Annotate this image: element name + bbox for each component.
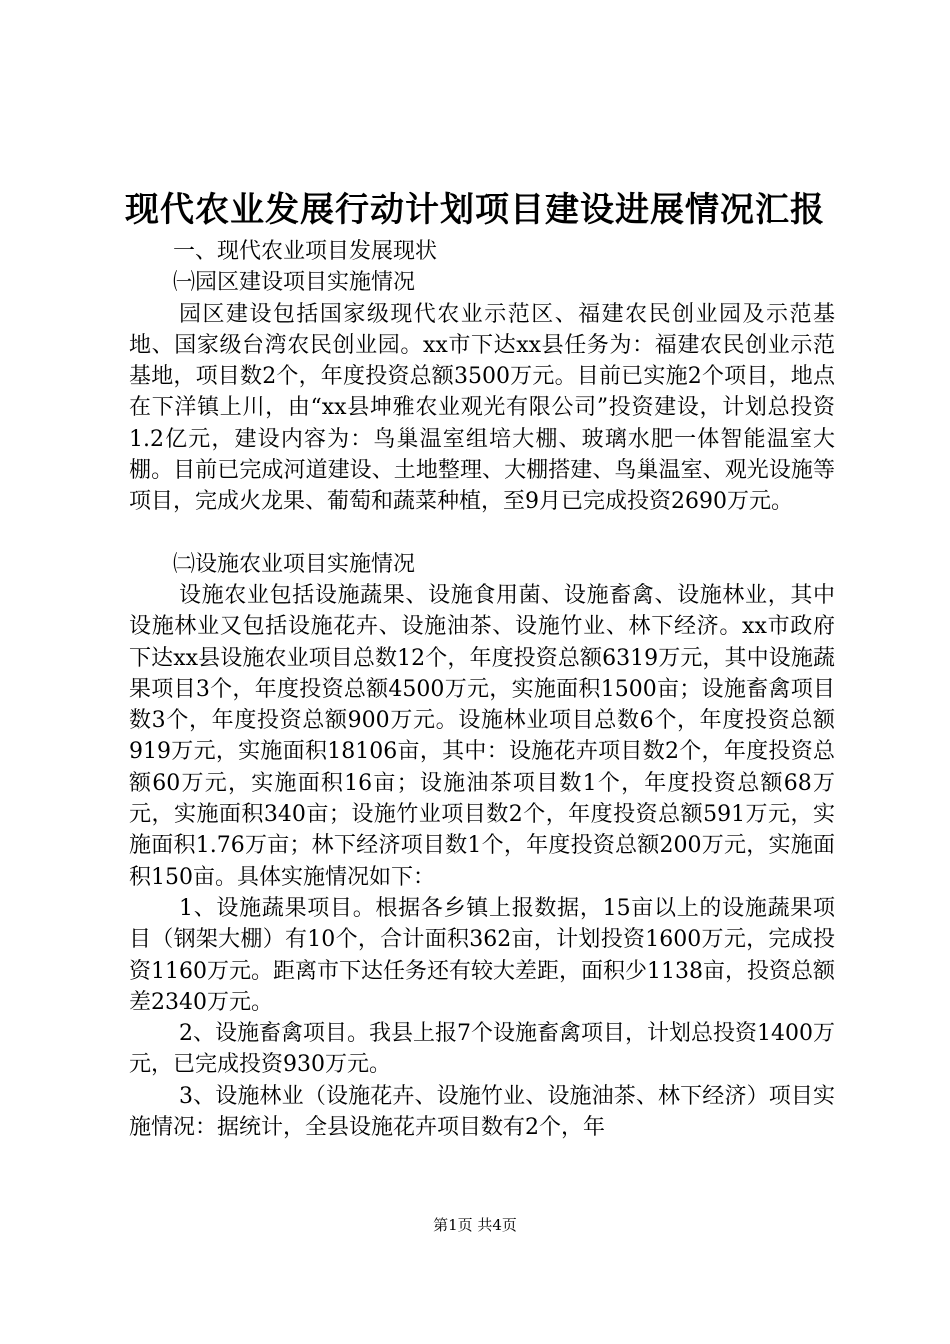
paragraph-item-3: 3、设施林业（设施花卉、设施竹业、设施油茶、林下经济）项目实施情况：据统计，全县设施花卉项目数有2个，年 xyxy=(129,1083,835,1141)
document-body xyxy=(129,236,835,1143)
paragraph-item-1: 1、设施蔬果项目。根据各乡镇上报数据，15亩以上的设施蔬果项目（钢架大棚）有10个，合计面积362亩，计划投资1600万元，完成投资1160万元。距离市下达任务还有较大差距，面积少1138亩，投资总额差2340万元。 xyxy=(129,895,835,1015)
section-heading-1: 一、现代农业项目发展现状 xyxy=(173,239,438,264)
page-footer: 第1页 共4页 xyxy=(433,1216,517,1234)
subsection-heading-1: ㈠园区建设项目实施情况 xyxy=(173,270,416,296)
document-title: 现代农业发展行动计划项目建设进展情况汇报 xyxy=(125,190,825,230)
paragraph-item-2: 2、设施畜禽项目。我县上报7个设施畜禽项目，计划总投资1400万元，已完成投资930万元。 xyxy=(129,1021,835,1078)
subsection-heading-2: ㈡设施农业项目实施情况 xyxy=(173,551,416,577)
paragraph-facility-agriculture: 设施农业包括设施蔬果、设施食用菌、设施畜禽、设施林业，其中设施林业又包括设施花卉、设施油茶、设施竹业、林下经济。xx市政府下达xx县设施农业项目总数12个，年度投资总额6319万元，其中设施蔬果项目3个，年度投资总额4500万元，实施面积1500亩；设施畜禽项目数3个，年度投资总额900万元。设施林业项目总数6个，年度投资总额919万元，实施面积18106亩，其中：设施花卉项目数2个，年度投资总额60万元，实施面积16亩；设施油茶项目数1个，年度投资总额68万元，实施面积340亩；设施竹业项目数2个，年度投资总额591万元，实施面积1.76万亩；林下经济项目数1个，年度投资总额200万元，实施面积150亩。具体实施情况如下： xyxy=(129,582,835,890)
paragraph-spacer xyxy=(129,518,835,549)
paragraph-park-construction: 园区建设包括国家级现代农业示范区、福建农民创业园及示范基地、国家级台湾农民创业园。xx市下达xx县任务为：福建农民创业示范基地，项目数2个，年度投资总额3500万元。目前已实施2个项目，地点在下洋镇上川，由“xx县坤雅农业观光有限公司”投资建设，计划总投资1.2亿元，建设内容为：鸟巢温室组培大棚、玻璃水肥一体智能温室大棚。目前已完成河道建设、土地整理、大棚搭建、鸟巢温室、观光设施等项目，完成火龙果、葡萄和蔬菜种植，至9月已完成投资2690万元。 xyxy=(129,301,835,515)
